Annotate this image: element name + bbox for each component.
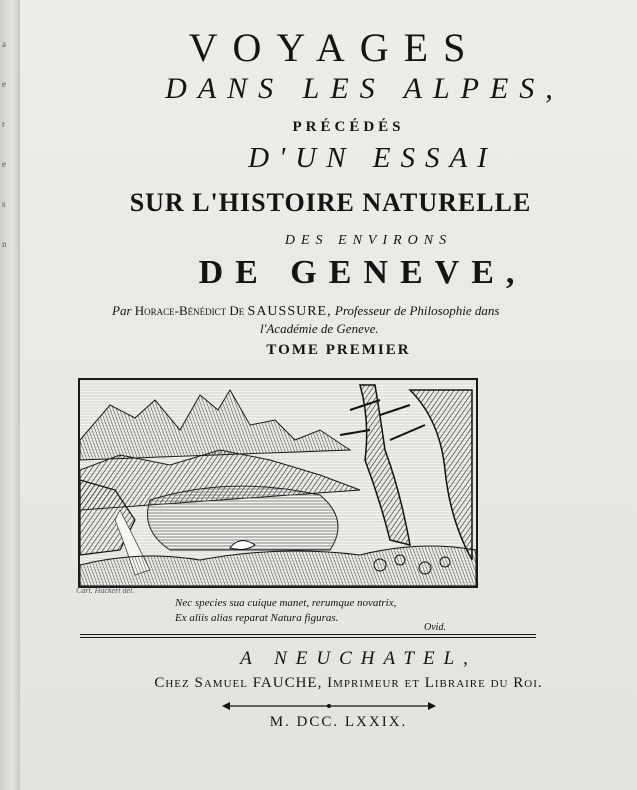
author-prefix: Par: [112, 303, 132, 318]
title-dun-essai: D'UN ESSAI: [248, 142, 497, 174]
epigraph: [175, 596, 396, 626]
divider-rule: [80, 634, 536, 635]
divider-rule-thin: [80, 637, 536, 638]
engraver-credit: Carl. Hackert del.: [76, 586, 135, 595]
title-precedes: PRÉCÉDÉS: [292, 119, 405, 135]
epigraph-line-1: Nec species sua cuique manet, rerumque novatrix,: [175, 597, 397, 609]
title-des-environs: DES ENVIRONS: [284, 233, 453, 248]
author-block: [112, 302, 582, 337]
author-role: Professeur de Philosophie dans: [334, 303, 500, 318]
imprint-publisher: Chez Samuel FAUCHE, Imprimeur et Libraire du Roi.: [154, 675, 543, 691]
title-de-geneve: DE GENEVE,: [198, 254, 527, 291]
epigraph-line-2: Ex aliis alias reparat Natura figuras.: [175, 612, 339, 624]
title-dans-les-alpes: DANS LES ALPES,: [165, 72, 564, 105]
author-academy: l'Académie de Geneve.: [260, 321, 379, 336]
epigraph-source: Ovid.: [424, 622, 446, 633]
author-name: Horace-Bénédict De: [134, 303, 245, 318]
author-surname: SAUSSURE,: [247, 304, 332, 319]
title-voyages: VOYAGES: [188, 25, 481, 70]
left-page-edge: a e r e s n: [0, 0, 20, 790]
imprint-year: M. DCC. LXXIX.: [269, 714, 408, 730]
imprint-place: A NEUCHATEL,: [240, 648, 477, 669]
alpine-landscape-engraving: [78, 378, 478, 588]
title-page: [20, 0, 637, 790]
title-histoire-naturelle: SUR L'HISTOIRE NATURELLE: [129, 188, 532, 217]
fleuron-ornament: [220, 701, 438, 711]
volume-label: TOME PREMIER: [266, 342, 411, 358]
